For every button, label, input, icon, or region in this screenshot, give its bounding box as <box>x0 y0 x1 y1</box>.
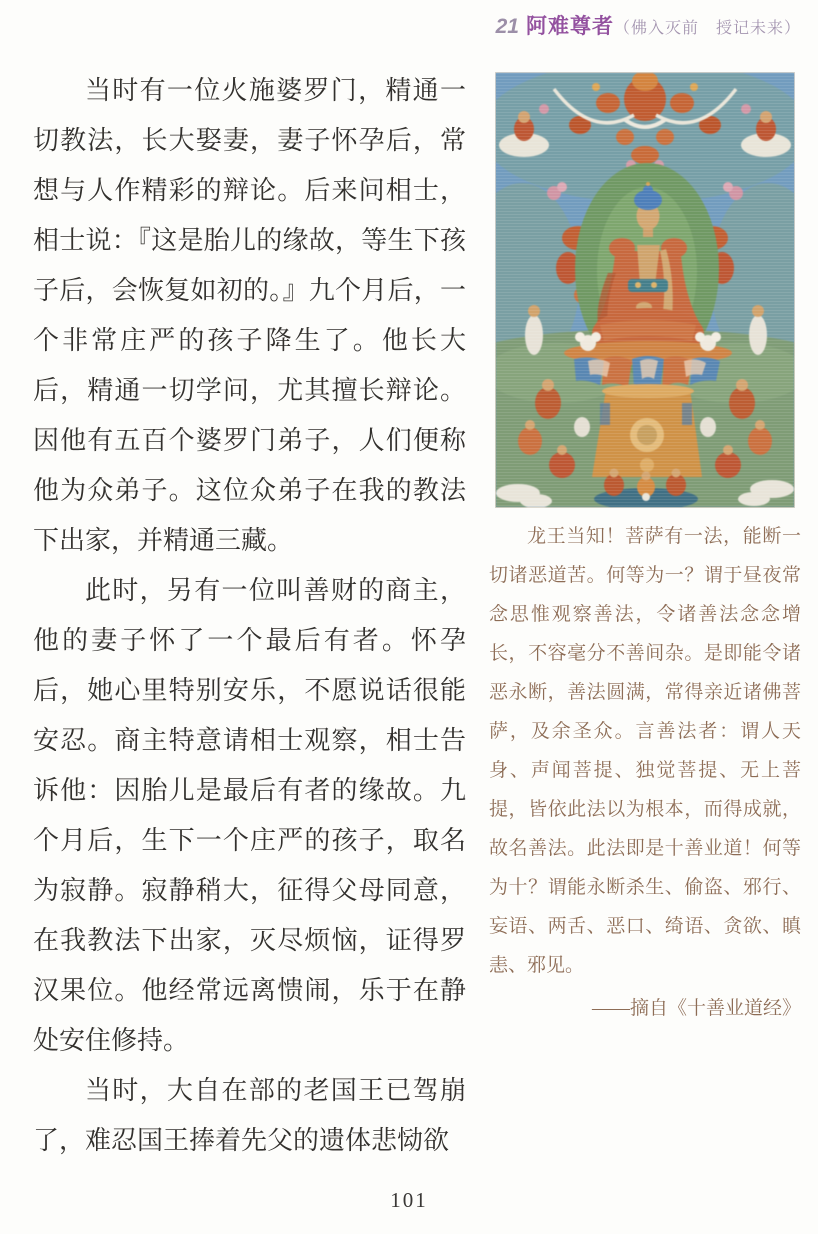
chapter-title: 阿难尊者 <box>525 14 614 38</box>
running-head <box>496 13 801 42</box>
body-paragraph-2: 此时，另有一位叫善财的商主，他的妻子怀了一个最后有者。怀孕后，她心里特别安乐，不愿说话很能安忍。商主特意请相士观察，相士告诉他：因胎儿是最后有者的缘故。九个月后，生下一个庄严的孩子，取名为寂静。寂静稍大，征得父母同意，在我教法下出家，灭尽烦恼，证得罗汉果位。他经常远离愦闹，乐于在静处安住修持。 <box>33 576 466 1055</box>
sidebar-quote <box>489 517 801 1028</box>
page-number: 101 <box>390 1188 428 1212</box>
chapter-number: 21 <box>495 15 519 38</box>
thangka-canvas <box>496 73 794 507</box>
thangka-image <box>496 73 794 507</box>
pedestal <box>592 384 702 477</box>
sutra-quote-text: 龙王当知！菩萨有一法，能断一切诸恶道苦。何等为一？谓于昼夜常念思惟观察善法，令诸善法念念增长，不容毫分不善间杂。是即能令诸恶永断，善法圆满，常得亲近诸佛菩萨，及余圣众。言善法者：谓人天身、声闻菩提、独觉菩提、无上菩提，皆依此法以为根本，而得成就，故名善法。此法即是十善业道！何等为十？谓能永断杀生、偷盗、邪行、妄语、两舌、恶口、绮语、贪欲、瞋恚、邪见。 <box>489 526 801 976</box>
body-paragraph-1: 当时有一位火施婆罗门，精通一切教法，长大娶妻，妻子怀孕后，常想与人作精彩的辩论。后来问相士，相士说：『这是胎儿的缘故，等生下孩子后，会恢复如初的。』九个月后，一个非常庄严的孩子降生了。他长大后，精通一切学问，尤其擅长辩论。因他有五百个婆罗门弟子，人们便称他为众弟子。这位众弟子在我的教法下出家，并精通三藏。 <box>33 76 466 555</box>
chapter-subtitle: （佛入灭前 授记未来） <box>613 20 801 37</box>
sutra-attribution: ——摘自《十善业道经》 <box>591 998 801 1019</box>
main-text-column <box>33 66 466 1166</box>
body-paragraph-3: 当时，大自在部的老国王已驾崩了，难忍国王捧着先父的遗体悲恸欲 <box>33 1076 466 1155</box>
